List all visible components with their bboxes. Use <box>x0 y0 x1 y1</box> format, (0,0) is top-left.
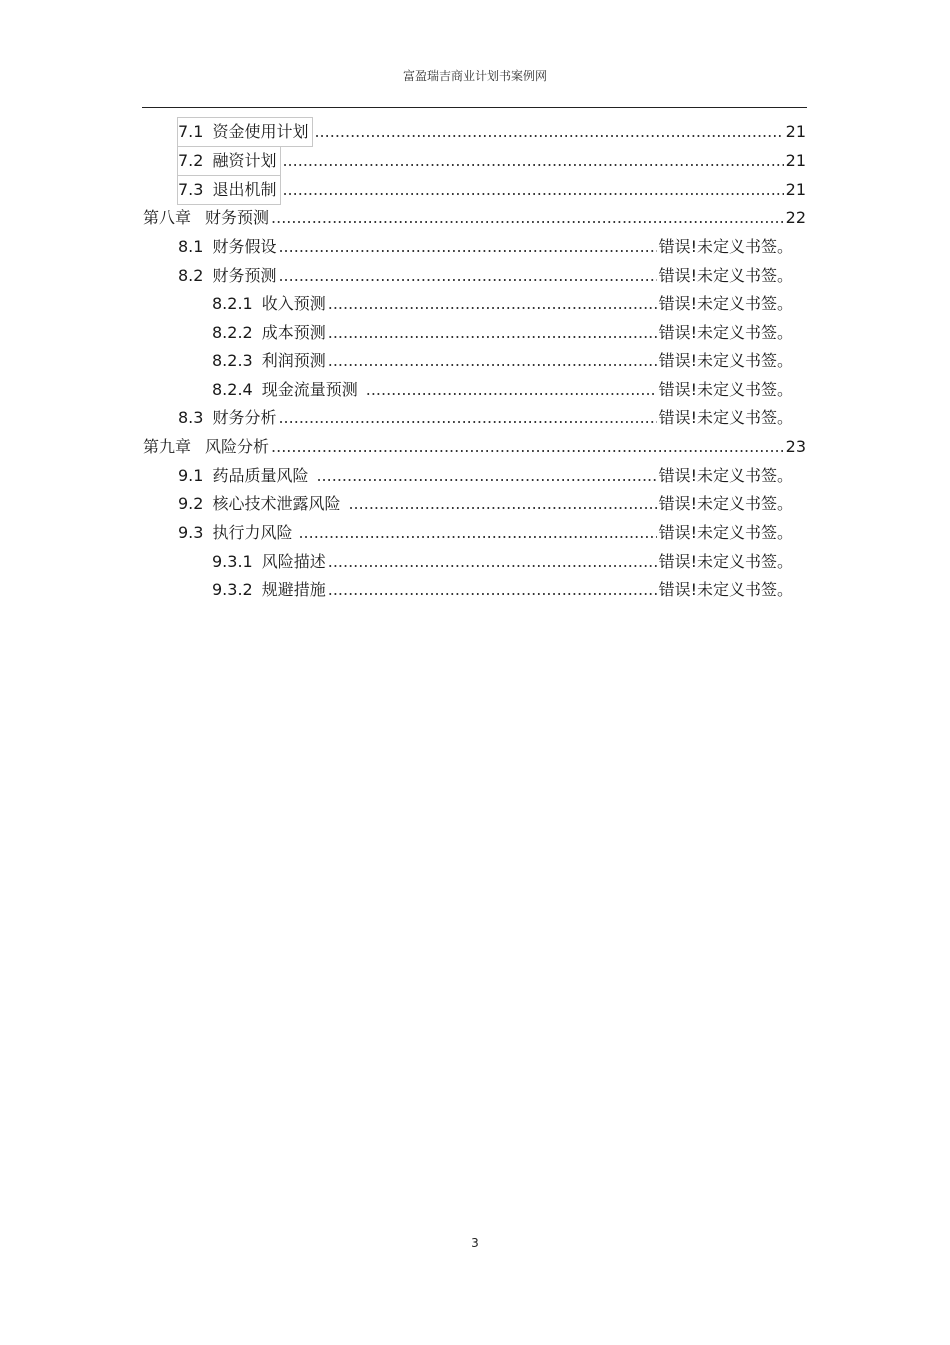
toc-entry-page: 23 <box>785 437 806 456</box>
toc-dot-leader <box>278 262 656 290</box>
toc-entry-page: 错误!未定义书签。 <box>658 237 793 256</box>
toc-entry-chapter-8[interactable] <box>143 204 806 232</box>
toc-entry-title-box <box>178 147 280 175</box>
toc-dot-leader <box>282 147 783 175</box>
toc-entry-title-box <box>178 519 292 547</box>
toc-entry-title-box <box>143 204 269 232</box>
toc-dot-leader <box>314 118 783 146</box>
toc-entry-page: 错误!未定义书签。 <box>658 351 793 370</box>
toc-entry-page: 错误!未定义书签。 <box>658 323 793 342</box>
toc-entry-title-box <box>178 404 276 432</box>
toc-entry-title: 风险分析 <box>205 437 270 456</box>
toc-entry-number: 8.1 <box>178 237 204 256</box>
toc-entry-number: 9.1 <box>178 466 204 485</box>
toc-dot-leader <box>328 576 657 604</box>
toc-entry-page: 21 <box>785 122 806 141</box>
toc-entry-9-1[interactable] <box>178 462 793 490</box>
toc-entry-7-3[interactable] <box>178 176 806 204</box>
toc-entry-number: 7.1 <box>178 122 204 141</box>
toc-entry-number: 8.2.2 <box>212 323 253 342</box>
toc-entry-title: 退出机制 <box>212 180 277 199</box>
toc-entry-title-box <box>178 233 276 261</box>
toc-entry-title-box <box>212 548 326 576</box>
page-number: 3 <box>471 1236 479 1250</box>
toc-entry-title: 成本预测 <box>261 323 326 342</box>
toc-entry-9-3-2[interactable] <box>212 576 793 604</box>
toc-entry-title: 核心技术泄露风险 <box>212 494 341 513</box>
toc-entry-page: 错误!未定义书签。 <box>658 408 793 427</box>
toc-dot-leader <box>328 347 657 375</box>
toc-dot-leader <box>328 319 657 347</box>
toc-entry-number: 8.2.4 <box>212 380 253 399</box>
toc-entry-8-2-4[interactable] <box>212 376 793 404</box>
toc-entry-title-box <box>178 262 276 290</box>
toc-entry-7-2[interactable] <box>178 147 806 175</box>
toc-entry-8-1[interactable] <box>178 233 793 261</box>
toc-entry-8-2-2[interactable] <box>212 319 793 347</box>
toc-entry-title: 收入预测 <box>261 294 326 313</box>
toc-dot-leader <box>271 204 784 232</box>
toc-entry-7-1[interactable] <box>178 118 806 146</box>
toc-dot-leader <box>278 404 656 432</box>
toc-entry-page: 错误!未定义书签。 <box>658 466 793 485</box>
toc-entry-title: 规避措施 <box>261 580 326 599</box>
toc-entry-title-box <box>212 319 326 347</box>
toc-dot-leader <box>348 490 656 518</box>
toc-entry-title: 财务假设 <box>212 237 277 256</box>
toc-entry-title: 融资计划 <box>212 151 277 170</box>
toc-entry-title-box <box>212 347 326 375</box>
header-divider <box>142 107 807 108</box>
toc-entry-title-box <box>178 118 312 146</box>
page-header-title: 富盈瑞吉商业计划书案例网 <box>402 69 547 83</box>
toc-entry-page: 错误!未定义书签。 <box>658 580 793 599</box>
toc-entry-page: 21 <box>785 180 806 199</box>
toc-entry-number: 9.3 <box>178 523 204 542</box>
toc-entry-page: 错误!未定义书签。 <box>658 552 793 571</box>
toc-entry-title-box <box>212 576 326 604</box>
toc-entry-page: 22 <box>785 208 806 227</box>
toc-entry-title-box <box>212 290 326 318</box>
toc-entry-number: 8.2 <box>178 266 204 285</box>
toc-entry-number: 7.3 <box>178 180 204 199</box>
toc-dot-leader <box>298 519 656 547</box>
toc-entry-title: 利润预测 <box>261 351 326 370</box>
toc-entry-title-box <box>178 176 280 204</box>
toc-entry-number: 7.2 <box>178 151 204 170</box>
toc-entry-chapter-9[interactable] <box>143 433 806 461</box>
toc-entry-number: 8.2.1 <box>212 294 253 313</box>
toc-dot-leader <box>316 462 656 490</box>
toc-entry-page: 错误!未定义书签。 <box>658 380 793 399</box>
toc-entry-title: 风险描述 <box>261 552 326 571</box>
toc-entry-page: 错误!未定义书签。 <box>658 266 793 285</box>
toc-entry-title-box <box>178 490 340 518</box>
toc-dot-leader <box>271 433 784 461</box>
toc-entry-title-box <box>178 462 308 490</box>
toc-entry-8-2-1[interactable] <box>212 290 793 318</box>
toc-entry-page: 21 <box>785 151 806 170</box>
toc-dot-leader <box>282 176 783 204</box>
toc-dot-leader <box>366 376 657 404</box>
toc-entry-9-2[interactable] <box>178 490 793 518</box>
toc-entry-9-3-1[interactable] <box>212 548 793 576</box>
toc-entry-number: 9.3.2 <box>212 580 253 599</box>
toc-entry-title: 财务预测 <box>212 266 277 285</box>
toc-entry-title: 执行力风险 <box>212 523 293 542</box>
toc-entry-number: 第九章 <box>143 437 192 456</box>
toc-dot-leader <box>278 233 656 261</box>
toc-entry-title-box <box>143 433 269 461</box>
toc-entry-title-box <box>212 376 358 404</box>
toc-entry-title: 财务分析 <box>212 408 277 427</box>
toc-entry-title: 现金流量预测 <box>261 380 358 399</box>
toc-entry-number: 9.2 <box>178 494 204 513</box>
toc-entry-page: 错误!未定义书签。 <box>658 294 793 313</box>
toc-entry-title: 财务预测 <box>205 208 270 227</box>
toc-entry-number: 第八章 <box>143 208 192 227</box>
toc-entry-number: 8.2.3 <box>212 351 253 370</box>
toc-entry-number: 9.3.1 <box>212 552 253 571</box>
toc-entry-8-2-3[interactable] <box>212 347 793 375</box>
toc-entry-page: 错误!未定义书签。 <box>658 494 793 513</box>
toc-entry-title: 资金使用计划 <box>212 122 309 141</box>
toc-dot-leader <box>328 548 657 576</box>
toc-entry-title: 药品质量风险 <box>212 466 309 485</box>
toc-dot-leader <box>328 290 657 318</box>
toc-entry-number: 8.3 <box>178 408 204 427</box>
toc-entry-8-2[interactable] <box>178 262 793 290</box>
toc-entry-page: 错误!未定义书签。 <box>658 523 793 542</box>
toc-entry-8-3[interactable] <box>178 404 793 432</box>
toc-entry-9-3[interactable] <box>178 519 793 547</box>
